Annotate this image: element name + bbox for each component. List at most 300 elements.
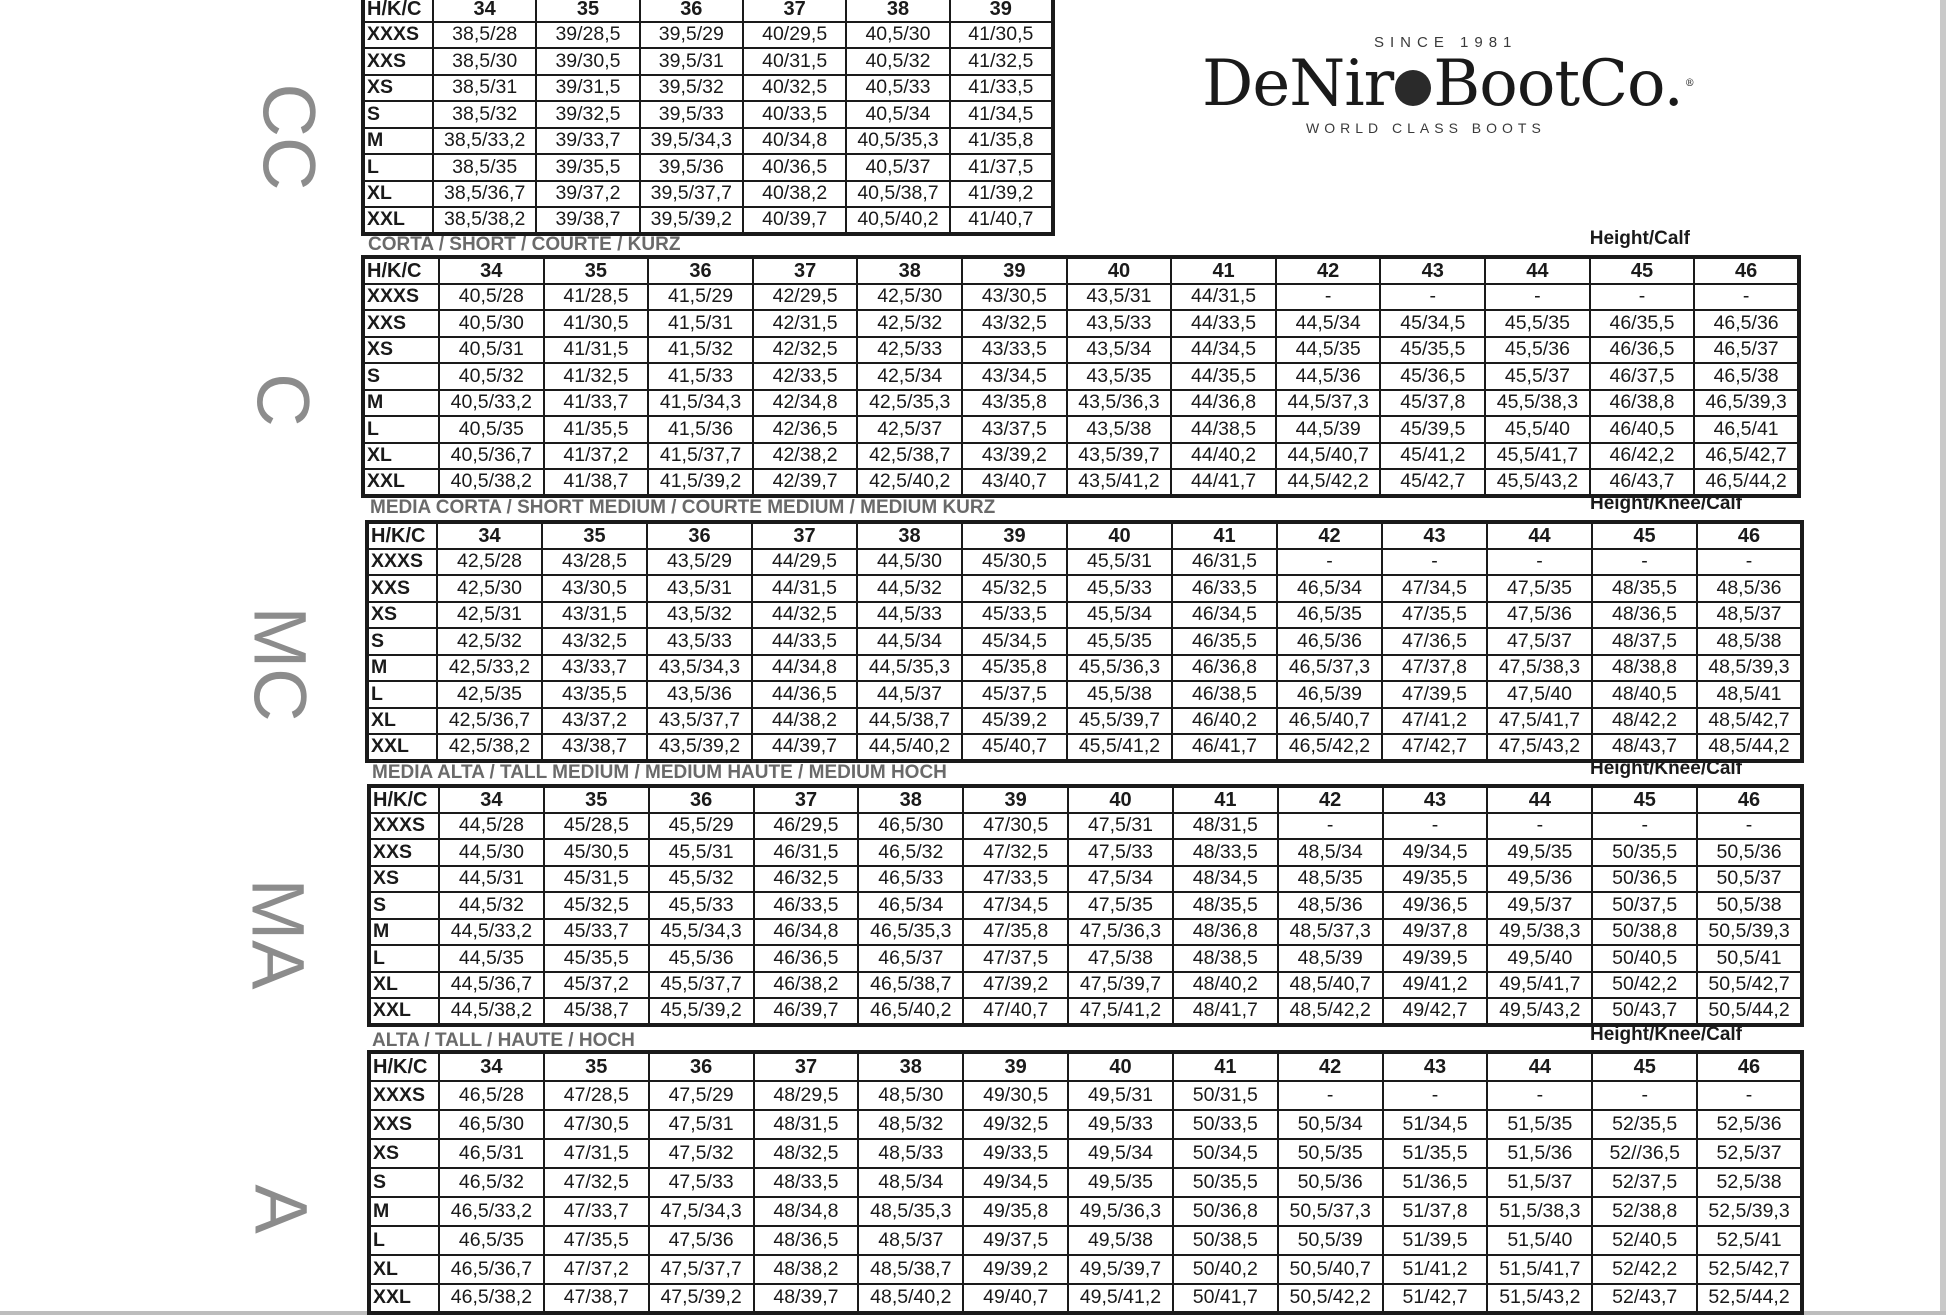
header-size-cell: 38	[846, 0, 949, 22]
table-cell: 45/35,5	[1380, 337, 1485, 364]
header-size-cell: 37	[754, 786, 859, 813]
table-cell: 50/36,5	[1592, 866, 1697, 893]
table-cell: 46,5/37	[1694, 337, 1799, 364]
table-cell: 49,5/33	[1068, 1110, 1173, 1139]
table-cell: 42,5/30	[857, 284, 962, 311]
table-cell: 46,5/33	[858, 866, 963, 893]
table-cell: 39/38,7	[536, 207, 639, 234]
table-cell: 41/37,5	[950, 154, 1053, 181]
row-size-label: M	[369, 919, 439, 946]
table-cell: 50/33,5	[1173, 1110, 1278, 1139]
table-cell: 42/32,5	[753, 337, 858, 364]
table-cell: 48,5/44,2	[1697, 734, 1802, 761]
table-cell: 51/35,5	[1383, 1139, 1488, 1168]
table-cell: 44/34,5	[1171, 337, 1276, 364]
table-cell: 50,5/44,2	[1697, 998, 1802, 1025]
table-cell: 47/35,5	[1382, 602, 1487, 629]
row-size-label: S	[363, 363, 439, 390]
table-cell: 45/32,5	[544, 892, 649, 919]
row-size-label: L	[363, 154, 433, 181]
header-size-cell: 43	[1383, 1052, 1488, 1081]
header-size-cell: 44	[1487, 786, 1592, 813]
table-cell: 43,5/32	[647, 602, 752, 629]
table-cell: 48/39,7	[754, 1284, 859, 1313]
table-cell: 43,5/36,3	[1067, 390, 1172, 417]
table-cell: 44,5/40,2	[857, 734, 962, 761]
table-cell: 45,5/34	[1067, 602, 1172, 629]
table-cell: 51/37,8	[1383, 1197, 1488, 1226]
table-row	[369, 1226, 1802, 1255]
header-size-cell: 45	[1592, 786, 1697, 813]
table-cell: 48/35,5	[1173, 892, 1278, 919]
table-cell: 41/39,2	[950, 181, 1053, 208]
table-cell: 43/37,2	[542, 708, 647, 735]
table-cell: 44,5/33,2	[439, 919, 544, 946]
header-size-cell: 36	[647, 522, 752, 549]
table-cell: 45,5/41,2	[1067, 734, 1172, 761]
table-cell: 46,5/36,7	[439, 1255, 544, 1284]
header-size-cell: 45	[1592, 1052, 1697, 1081]
table-row	[363, 22, 1053, 49]
header-size-cell: 42	[1276, 257, 1381, 284]
table-cell: 45/39,2	[962, 708, 1067, 735]
table-cell: 40,5/35,3	[846, 128, 949, 155]
table-row	[369, 892, 1802, 919]
table-cell: -	[1590, 284, 1695, 311]
table-cell: 47,5/37,7	[649, 1255, 754, 1284]
table-cell: 44,5/37	[857, 681, 962, 708]
table-cell: 46/37,5	[1590, 363, 1695, 390]
table-cell: 39,5/39,2	[640, 207, 743, 234]
row-size-label: XXXS	[363, 22, 433, 49]
table-cell: 50,5/39	[1278, 1226, 1383, 1255]
table-cell: -	[1487, 549, 1592, 576]
table-cell: 44,5/37,3	[1276, 390, 1381, 417]
table-cell: 45/33,5	[962, 602, 1067, 629]
table-cell: 42,5/38,7	[857, 443, 962, 470]
table-cell: 49/34,5	[1383, 839, 1488, 866]
header-size-cell: 37	[754, 1052, 859, 1081]
table-cell: 45,5/36,3	[1067, 655, 1172, 682]
table-cell: 41/31,5	[544, 337, 649, 364]
table-cell: 49/41,2	[1383, 972, 1488, 999]
table-cell: 44,5/38,2	[439, 998, 544, 1025]
row-size-label: XS	[369, 1139, 439, 1168]
header-size-cell: 35	[542, 522, 647, 549]
row-size-label: XXXS	[363, 284, 439, 311]
table-cell: 44,5/36	[1276, 363, 1381, 390]
table-cell: 48/36,8	[1173, 919, 1278, 946]
header-hkc-cell: H/K/C	[363, 257, 439, 284]
table-cell: 50/41,7	[1173, 1284, 1278, 1313]
header-size-cell: 45	[1592, 522, 1697, 549]
row-size-label: XS	[369, 866, 439, 893]
row-size-label: XL	[367, 708, 437, 735]
table-cell: 43,5/39,2	[647, 734, 752, 761]
table-cell: 41,5/37,7	[648, 443, 753, 470]
table-cell: 40,5/33,2	[439, 390, 544, 417]
table-cell: -	[1697, 549, 1802, 576]
table-cell: 46/31,5	[1172, 549, 1277, 576]
row-size-label: XS	[367, 602, 437, 629]
header-size-cell: 42	[1278, 786, 1383, 813]
table-cell: 46,5/37	[858, 945, 963, 972]
table-cell: 41/34,5	[950, 101, 1053, 128]
table-cell: 48,5/38,7	[858, 1255, 963, 1284]
table-cell: 44,5/31	[439, 866, 544, 893]
table-cell: 40/39,7	[743, 207, 846, 234]
table-cell: 49/39,5	[1383, 945, 1488, 972]
table-cell: 46,5/30	[858, 813, 963, 840]
table-cell: 41/33,5	[950, 75, 1053, 102]
header-size-cell: 35	[536, 0, 639, 22]
table-cell: 42,5/37	[857, 416, 962, 443]
row-size-label: XXS	[369, 1110, 439, 1139]
table-cell: 43/30,5	[542, 575, 647, 602]
table-cell: 40/34,8	[743, 128, 846, 155]
table-cell: 41/40,7	[950, 207, 1053, 234]
table-cell: 47/33,5	[963, 866, 1068, 893]
row-size-label: XL	[363, 181, 433, 208]
table-cell: 48,5/37	[1697, 602, 1802, 629]
shaft-label-cc: CC	[247, 83, 331, 191]
header-size-cell: 43	[1383, 786, 1488, 813]
table-row	[369, 998, 1802, 1025]
table-cell: 47/39,2	[963, 972, 1068, 999]
table-cell: 42,5/32	[437, 628, 542, 655]
table-cell: 38,5/38,2	[433, 207, 536, 234]
table-cell: 42/31,5	[753, 310, 858, 337]
table-cell: 46,5/40,2	[858, 998, 963, 1025]
table-cell: 44,5/40,7	[1276, 443, 1381, 470]
table-cell: 46/38,5	[1172, 681, 1277, 708]
table-cell: 48,5/42,7	[1697, 708, 1802, 735]
table-row	[369, 1197, 1802, 1226]
table-cell: 45,5/33	[649, 892, 754, 919]
row-size-label: XXXS	[367, 549, 437, 576]
table-cell: 39,5/31	[640, 48, 743, 75]
size-table-media-alta	[367, 784, 1804, 1027]
table-cell: 44/39,7	[752, 734, 857, 761]
table-cell: 43,5/36	[647, 681, 752, 708]
table-cell: 46/29,5	[754, 813, 859, 840]
brand-logo	[1202, 47, 1694, 121]
table-cell: 49/35,5	[1383, 866, 1488, 893]
table-cell: 47/30,5	[544, 1110, 649, 1139]
header-size-cell: 38	[857, 257, 962, 284]
table-row	[369, 972, 1802, 999]
table-cell: 38,5/35	[433, 154, 536, 181]
table-cell: 49,5/40	[1487, 945, 1592, 972]
table-cell: 42/34,8	[753, 390, 858, 417]
table-cell: 47,5/31	[1068, 813, 1173, 840]
table-cell: 48/38,5	[1173, 945, 1278, 972]
row-size-label: XXS	[363, 48, 433, 75]
header-size-cell: 36	[648, 257, 753, 284]
table-row	[363, 284, 1799, 311]
table-cell: 47/34,5	[963, 892, 1068, 919]
table-cell: 39,5/29	[640, 22, 743, 49]
header-size-cell: 39	[950, 0, 1053, 22]
table-cell: -	[1380, 284, 1485, 311]
table-cell: 52/37,5	[1592, 1168, 1697, 1197]
table-cell: 48/40,5	[1592, 681, 1697, 708]
table-header-row	[367, 522, 1802, 549]
table-cell: -	[1694, 284, 1799, 311]
table-cell: 49/36,5	[1383, 892, 1488, 919]
table-cell: 45/38,7	[544, 998, 649, 1025]
table-cell: 46,5/33,2	[439, 1197, 544, 1226]
table-cell: -	[1383, 1081, 1488, 1110]
table-cell: 45/33,7	[544, 919, 649, 946]
table-cell: 44,5/38,7	[857, 708, 962, 735]
table-cell: 45,5/43,2	[1485, 469, 1590, 496]
table-cell: 45,5/31	[1067, 549, 1172, 576]
table-header-row	[369, 786, 1802, 813]
table-cell: 49,5/31	[1068, 1081, 1173, 1110]
table-cell: 52,5/44,2	[1697, 1284, 1802, 1313]
table-cell: 44,5/34	[857, 628, 962, 655]
section-title-media-alta: MEDIA ALTA / TALL MEDIUM / MEDIUM HAUTE / MEDIUM HOCH	[372, 762, 947, 783]
table-cell: 41,5/31	[648, 310, 753, 337]
table-cell: 41/32,5	[544, 363, 649, 390]
header-size-cell: 39	[963, 786, 1068, 813]
table-cell: 47,5/43,2	[1487, 734, 1592, 761]
table-cell: 41/33,7	[544, 390, 649, 417]
row-size-label: XXL	[363, 469, 439, 496]
table-cell: 40,5/40,2	[846, 207, 949, 234]
header-size-cell: 35	[544, 1052, 649, 1081]
table-cell: 44,5/34	[1276, 310, 1381, 337]
table-cell: 49,5/35	[1068, 1168, 1173, 1197]
table-cell: 44/38,2	[752, 708, 857, 735]
table-cell: 42/33,5	[753, 363, 858, 390]
section-note-media-corta: Height/Knee/Calf	[1589, 493, 1742, 514]
table-cell: 47,5/41,2	[1068, 998, 1173, 1025]
table-cell: 52,5/41	[1697, 1226, 1802, 1255]
table-header-row	[369, 1052, 1802, 1081]
table-cell: 46,5/42,7	[1694, 443, 1799, 470]
table-cell: 45/41,2	[1380, 443, 1485, 470]
table-cell: 47,5/36	[1487, 602, 1592, 629]
table-cell: 47,5/36	[649, 1226, 754, 1255]
table-cell: 43,5/31	[1067, 284, 1172, 311]
table-cell: 42,5/33	[857, 337, 962, 364]
logo-tagline: WORLD CLASS BOOTS	[1306, 120, 1546, 136]
table-cell: -	[1697, 1081, 1802, 1110]
table-cell: 46/38,2	[754, 972, 859, 999]
table-cell: 46,5/38	[1694, 363, 1799, 390]
table-cell: 45/31,5	[544, 866, 649, 893]
table-cell: 45,5/35	[1485, 310, 1590, 337]
table-cell: 46/33,5	[754, 892, 859, 919]
viewer-scroll-rail	[1940, 0, 1946, 1315]
section-title-corta: CORTA / SHORT / COURTE / KURZ	[368, 234, 681, 255]
table-cell: 39/30,5	[536, 48, 639, 75]
header-size-cell: 38	[858, 786, 963, 813]
row-size-label: XXXS	[369, 1081, 439, 1110]
table-cell: 46/36,5	[1590, 337, 1695, 364]
table-cell: 49,5/38,3	[1487, 919, 1592, 946]
table-cell: 44/41,7	[1171, 469, 1276, 496]
table-cell: 46/32,5	[754, 866, 859, 893]
table-cell: -	[1592, 1081, 1697, 1110]
header-size-cell: 46	[1697, 786, 1802, 813]
table-cell: 49,5/35	[1487, 839, 1592, 866]
shaft-label-ma: MA	[236, 878, 320, 990]
table-cell: 51,5/43,2	[1487, 1284, 1592, 1313]
table-cell: -	[1592, 813, 1697, 840]
table-cell: 47/37,8	[1382, 655, 1487, 682]
row-size-label: L	[363, 416, 439, 443]
table-cell: 51,5/40	[1487, 1226, 1592, 1255]
table-cell: 50,5/37	[1697, 866, 1802, 893]
table-cell: 44,5/39	[1276, 416, 1381, 443]
row-size-label: XXL	[363, 207, 433, 234]
header-size-cell: 35	[544, 786, 649, 813]
table-cell: 39/37,2	[536, 181, 639, 208]
table-cell: 42,5/35,3	[857, 390, 962, 417]
table-cell: 38,5/32	[433, 101, 536, 128]
table-cell: 47,5/38	[1068, 945, 1173, 972]
shaft-label-c: C	[241, 373, 325, 427]
table-cell: 49,5/39,7	[1068, 1255, 1173, 1284]
table-cell: 47,5/34,3	[649, 1197, 754, 1226]
table-row	[367, 708, 1802, 735]
table-cell: 43/33,7	[542, 655, 647, 682]
table-cell: 45,5/37	[1485, 363, 1590, 390]
table-cell: 47/35,5	[544, 1226, 649, 1255]
table-cell: 47/33,7	[544, 1197, 649, 1226]
table-cell: 49/32,5	[963, 1110, 1068, 1139]
size-table-media-corta	[365, 520, 1804, 763]
table-cell: 48,5/36	[1697, 575, 1802, 602]
table-cell: 46,5/38,2	[439, 1284, 544, 1313]
table-cell: 50,5/39,3	[1697, 919, 1802, 946]
row-size-label: XXXS	[369, 813, 439, 840]
table-cell: 45/35,8	[962, 655, 1067, 682]
table-cell: 46/40,5	[1590, 416, 1695, 443]
table-cell: 42,5/28	[437, 549, 542, 576]
table-cell: 45,5/39,2	[649, 998, 754, 1025]
table-cell: 48/43,7	[1592, 734, 1697, 761]
table-cell: 41/38,7	[544, 469, 649, 496]
table-cell: 45,5/35	[1067, 628, 1172, 655]
table-cell: 50/38,8	[1592, 919, 1697, 946]
header-size-cell: 34	[437, 522, 542, 549]
table-cell: 52//36,5	[1592, 1139, 1697, 1168]
table-cell: 42,5/36,7	[437, 708, 542, 735]
table-cell: 48/41,7	[1173, 998, 1278, 1025]
table-cell: -	[1487, 813, 1592, 840]
table-cell: 40,5/38,2	[439, 469, 544, 496]
table-cell: 50/42,2	[1592, 972, 1697, 999]
table-cell: 46/36,5	[754, 945, 859, 972]
table-cell: 41,5/36	[648, 416, 753, 443]
table-cell: 48,5/37,3	[1278, 919, 1383, 946]
table-cell: 46/42,2	[1590, 443, 1695, 470]
table-cell: 47/28,5	[544, 1081, 649, 1110]
header-size-cell: 46	[1697, 1052, 1802, 1081]
table-cell: 43,5/41,2	[1067, 469, 1172, 496]
table-cell: 52,5/42,7	[1697, 1255, 1802, 1284]
table-cell: 39/32,5	[536, 101, 639, 128]
table-cell: 45,5/32	[649, 866, 754, 893]
table-cell: 49/30,5	[963, 1081, 1068, 1110]
table-cell: 44/36,5	[752, 681, 857, 708]
table-cell: 46,5/36	[1277, 628, 1382, 655]
table-cell: 50,5/40,7	[1278, 1255, 1383, 1284]
table-cell: 46/34,5	[1172, 602, 1277, 629]
table-cell: 49,5/36	[1487, 866, 1592, 893]
header-size-cell: 38	[858, 1052, 963, 1081]
table-cell: 47,5/38,3	[1487, 655, 1592, 682]
table-cell: 39/33,7	[536, 128, 639, 155]
table-row	[363, 75, 1053, 102]
table-cell: 44/29,5	[752, 549, 857, 576]
table-cell: 43/30,5	[962, 284, 1067, 311]
table-cell: 46/39,7	[754, 998, 859, 1025]
header-size-cell: 43	[1382, 522, 1487, 549]
table-cell: 41,5/29	[648, 284, 753, 311]
table-cell: 44,5/35	[439, 945, 544, 972]
table-cell: 46,5/28	[439, 1081, 544, 1110]
table-cell: 46,5/37,3	[1277, 655, 1382, 682]
table-cell: 47,5/29	[649, 1081, 754, 1110]
table-cell: 45,5/36	[649, 945, 754, 972]
table-cell: 43,5/37,7	[647, 708, 752, 735]
table-row	[369, 945, 1802, 972]
table-cell: 48,5/35	[1278, 866, 1383, 893]
header-size-cell: 46	[1694, 257, 1799, 284]
header-hkc-cell: H/K/C	[369, 786, 439, 813]
table-row	[367, 655, 1802, 682]
header-size-cell: 41	[1171, 257, 1276, 284]
header-size-cell: 45	[1590, 257, 1695, 284]
table-row	[367, 734, 1802, 761]
table-cell: 39,5/33	[640, 101, 743, 128]
header-size-cell: 41	[1172, 522, 1277, 549]
table-cell: 42,5/33,2	[437, 655, 542, 682]
table-cell: 48/34,8	[754, 1197, 859, 1226]
table-cell: 40,5/38,7	[846, 181, 949, 208]
row-size-label: L	[367, 681, 437, 708]
size-table-corta	[361, 255, 1801, 498]
table-cell: 47,5/39,7	[1068, 972, 1173, 999]
table-cell: 46/38,8	[1590, 390, 1695, 417]
table-cell: 46,5/35,3	[858, 919, 963, 946]
table-cell: 47,5/33	[649, 1168, 754, 1197]
table-cell: 47/30,5	[963, 813, 1068, 840]
logo-name-second: BootCo.	[1433, 47, 1683, 121]
header-size-cell: 37	[752, 522, 857, 549]
logo-name-first: DeNir	[1202, 47, 1394, 121]
table-cell: 40/32,5	[743, 75, 846, 102]
table-cell: 45,5/31	[649, 839, 754, 866]
table-cell: 48/33,5	[1173, 839, 1278, 866]
table-cell: 45/36,5	[1380, 363, 1485, 390]
shaft-label-mc: MC	[238, 606, 322, 722]
table-cell: 45,5/38,3	[1485, 390, 1590, 417]
table-cell: 47/41,2	[1382, 708, 1487, 735]
table-cell: 50/37,5	[1592, 892, 1697, 919]
table-cell: 39,5/34,3	[640, 128, 743, 155]
table-row	[363, 181, 1053, 208]
table-cell: 44,5/32	[439, 892, 544, 919]
table-cell: 46,5/40,7	[1277, 708, 1382, 735]
table-row	[367, 681, 1802, 708]
table-cell: 45,5/40	[1485, 416, 1590, 443]
